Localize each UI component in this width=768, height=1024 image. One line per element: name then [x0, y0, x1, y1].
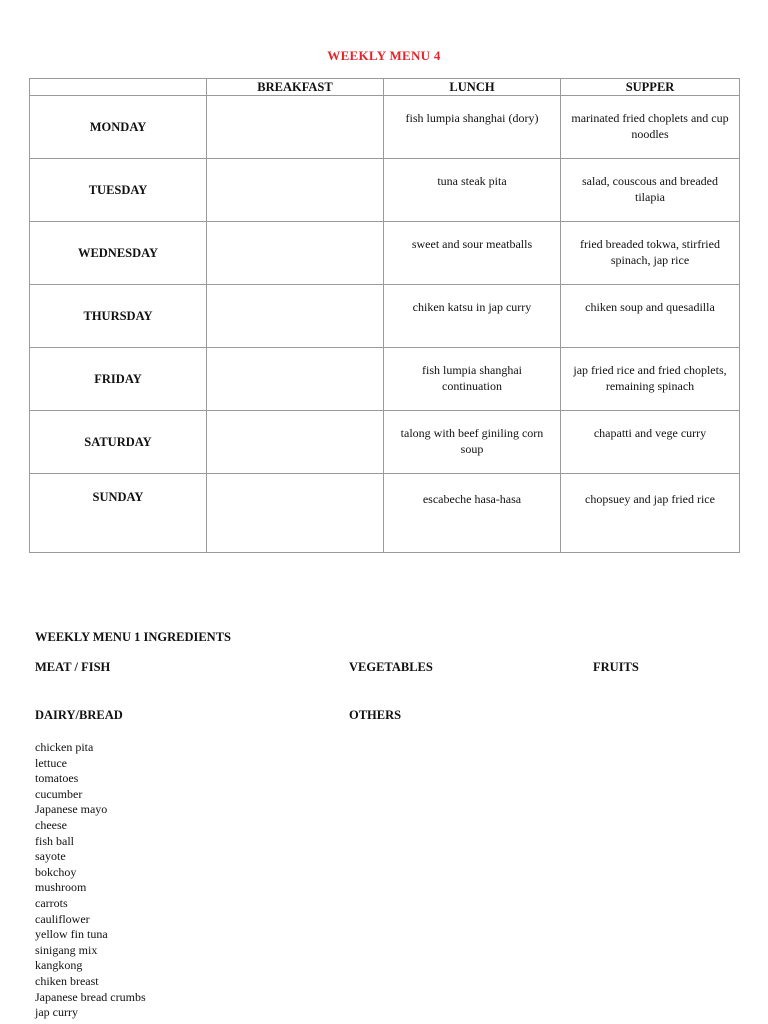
list-item: Japanese bread crumbs	[35, 989, 146, 1004]
list-item: cucumber	[35, 786, 83, 801]
lunch-text: escabeche hasa-hasa	[422, 492, 522, 506]
supper-cell	[561, 222, 740, 285]
day-cell: TUESDAY	[30, 159, 207, 222]
category-meat-fish: MEAT / FISH	[35, 660, 111, 674]
breakfast-cell	[207, 474, 384, 553]
list-item: fish ball	[35, 833, 74, 848]
supper-text: fried breaded tokwa, stirfried spinach, jap rice	[580, 237, 720, 267]
list-item: sinigang mix	[35, 942, 98, 957]
lunch-text: talong with beef giniling corn soup	[400, 426, 544, 456]
supper-text: marinated fried choplets and cup noodles	[571, 111, 729, 141]
category-vegetables: VEGETABLES	[349, 660, 433, 674]
supper-text: chapatti and vege curry	[593, 426, 707, 440]
day-cell: WEDNESDAY	[30, 222, 207, 285]
lunch-cell	[384, 411, 561, 474]
list-item: tomatoes	[35, 771, 79, 786]
supper-cell	[561, 411, 740, 474]
supper-text: chiken soup and quesadilla	[585, 300, 715, 314]
lunch-cell	[384, 348, 561, 411]
ingredient-list	[35, 740, 146, 1021]
table-row	[30, 96, 740, 159]
breakfast-cell	[207, 96, 384, 159]
lunch-text: chiken katsu in jap curry	[412, 300, 532, 314]
list-item: jap curry	[35, 1005, 78, 1020]
lunch-text: sweet and sour meatballs	[411, 237, 533, 251]
list-item: chiken breast	[35, 973, 99, 988]
supper-text: jap fried rice and fried choplets, remaining spinach	[573, 363, 727, 393]
table-row	[30, 222, 740, 285]
list-item: carrots	[35, 895, 68, 910]
supper-cell	[561, 285, 740, 348]
lunch-text: tuna steak pita	[437, 174, 507, 188]
breakfast-cell	[207, 222, 384, 285]
breakfast-cell	[207, 348, 384, 411]
breakfast-cell	[207, 285, 384, 348]
table-row	[30, 285, 740, 348]
lunch-cell	[384, 222, 561, 285]
list-item: yellow fin tuna	[35, 927, 108, 942]
supper-cell	[561, 96, 740, 159]
menu-title: WEEKLY MENU 4	[327, 48, 441, 63]
supper-text: chopsuey and jap fried rice	[585, 492, 715, 506]
lunch-text: fish lumpia shanghai continuation	[422, 363, 522, 393]
table-row	[30, 474, 740, 553]
list-item: mushroom	[35, 880, 87, 895]
header-breakfast: BREAKFAST	[207, 79, 384, 96]
table-header-row	[30, 79, 740, 96]
supper-text: salad, couscous and breaded tilapia	[582, 174, 718, 204]
lunch-cell	[384, 159, 561, 222]
header-day	[30, 79, 207, 96]
ingredients-title: WEEKLY MENU 1 INGREDIENTS	[35, 630, 231, 644]
category-fruits: FRUITS	[593, 660, 639, 674]
list-item: sayote	[35, 849, 66, 864]
weekly-menu-table	[29, 78, 740, 553]
breakfast-cell	[207, 159, 384, 222]
supper-cell	[561, 159, 740, 222]
day-cell: THURSDAY	[30, 285, 207, 348]
day-cell: MONDAY	[30, 96, 207, 159]
category-others: OTHERS	[349, 708, 402, 722]
category-dairy-bread: DAIRY/BREAD	[35, 708, 123, 722]
list-item: Japanese mayo	[35, 802, 108, 817]
day-cell: SUNDAY	[30, 474, 207, 553]
lunch-cell	[384, 474, 561, 553]
supper-cell	[561, 474, 740, 553]
lunch-cell	[384, 96, 561, 159]
list-item: bokchoy	[35, 864, 77, 879]
day-cell: SATURDAY	[30, 411, 207, 474]
list-item: kangkong	[35, 958, 83, 973]
lunch-cell	[384, 285, 561, 348]
header-lunch: LUNCH	[384, 79, 561, 96]
list-item: cheese	[35, 817, 67, 832]
list-item: chicken pita	[35, 740, 94, 754]
list-item: cauliflower	[35, 911, 90, 926]
list-item: lettuce	[35, 755, 67, 770]
day-cell: FRIDAY	[30, 348, 207, 411]
header-supper: SUPPER	[561, 79, 740, 96]
table-row	[30, 411, 740, 474]
table-row	[30, 159, 740, 222]
table-row	[30, 348, 740, 411]
supper-cell	[561, 348, 740, 411]
breakfast-cell	[207, 411, 384, 474]
lunch-text: fish lumpia shanghai (dory)	[405, 111, 539, 125]
